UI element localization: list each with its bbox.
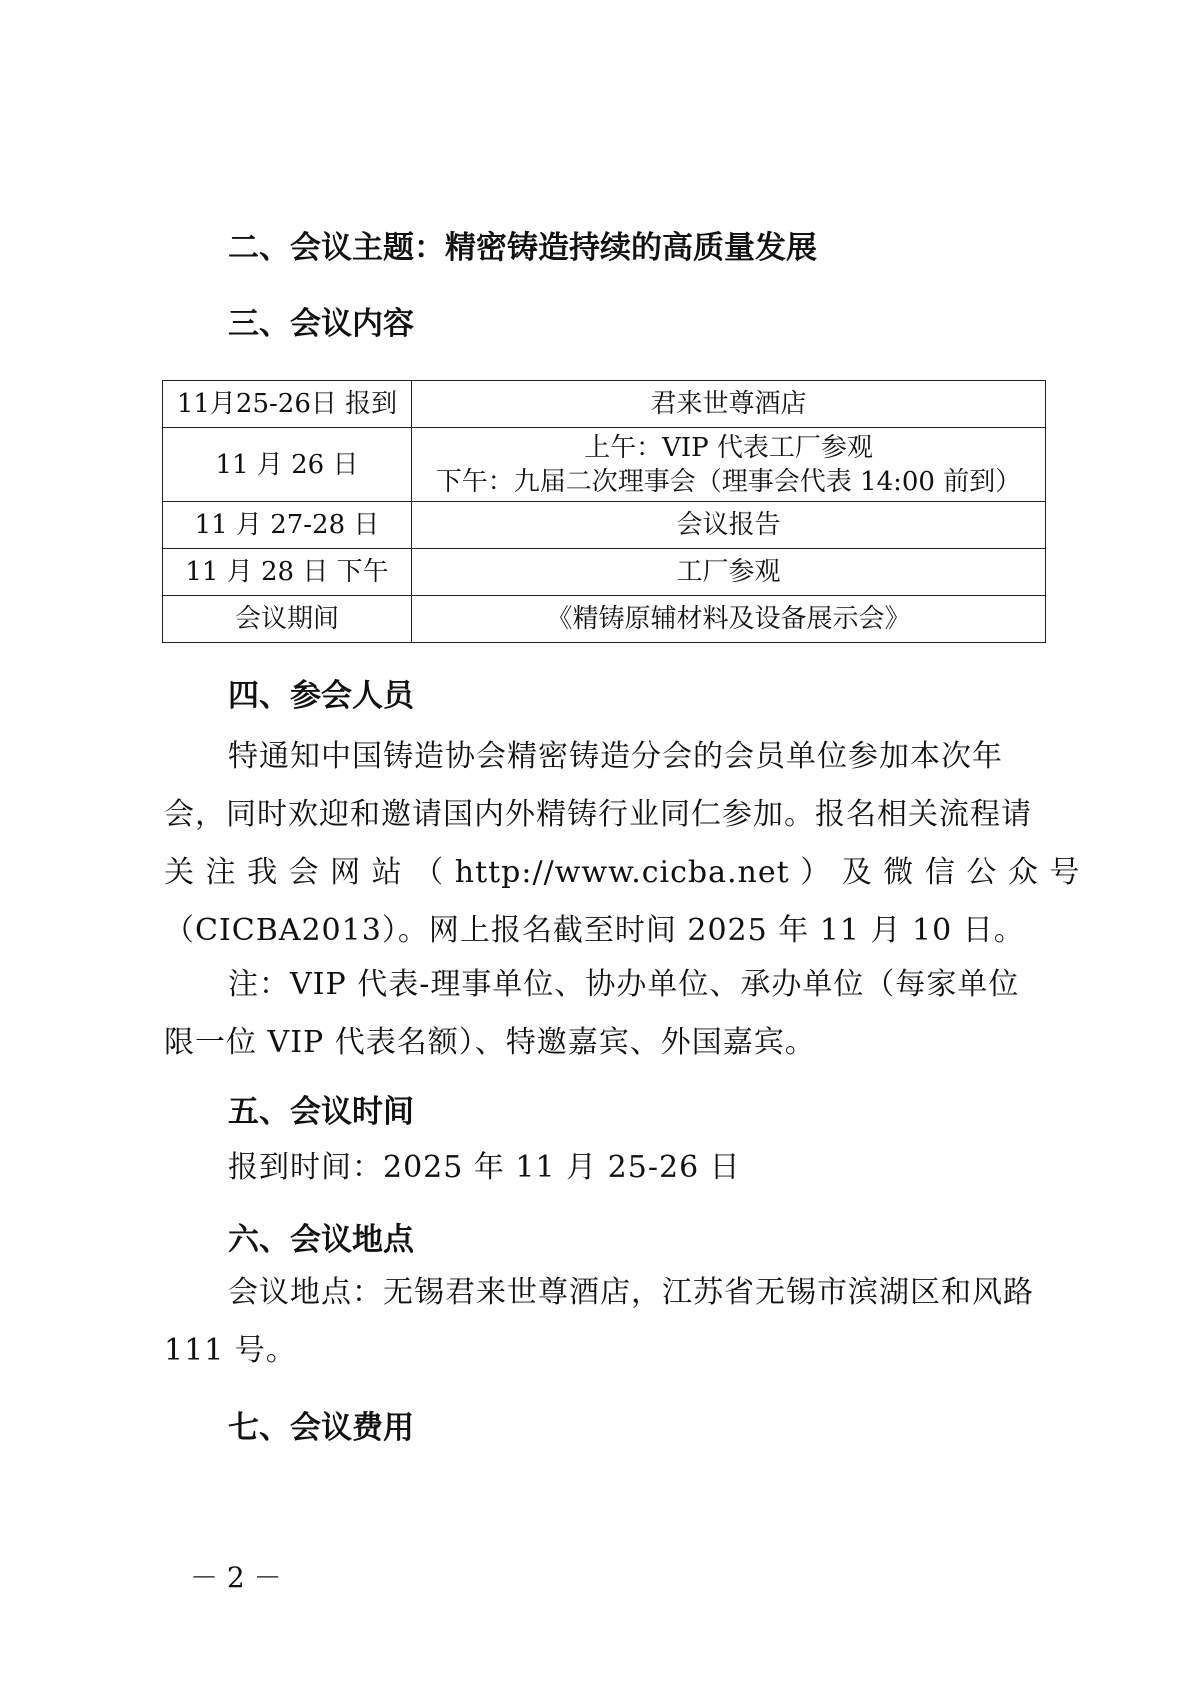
paragraph-line: 会，同时欢迎和邀请国内外精铸行业同仁参加。报名相关流程请	[164, 797, 1032, 832]
section-heading-time: 五、会议时间	[228, 1094, 414, 1130]
schedule-date-cell: 会议期间	[163, 596, 412, 643]
section-heading-venue: 六、会议地点	[228, 1222, 414, 1258]
registration-time-text: 报到时间：2025 年 11 月 25-26 日	[228, 1150, 741, 1185]
vip-note-paragraph	[164, 956, 1060, 1072]
paragraph-line: 注：VIP 代表-理事单位、协办单位、承办单位（每家单位	[228, 967, 1020, 1002]
table-row	[163, 596, 1046, 643]
schedule-content-text: 会议报告	[676, 510, 781, 540]
paragraph-line: 111 号。	[164, 1333, 297, 1368]
schedule-table	[162, 380, 1046, 643]
schedule-content-text: 工厂参观	[676, 557, 781, 587]
section-heading-content: 三、会议内容	[228, 306, 414, 342]
paragraph-line: （CICBA2013）。网上报名截至时间 2025 年 11 月 10 日。	[164, 913, 1025, 948]
schedule-content-cell	[412, 502, 1046, 549]
schedule-content-text: 上午：VIP 代表工厂参观	[584, 432, 873, 463]
page-number: － 2 －	[190, 1561, 282, 1594]
table-row	[163, 549, 1046, 596]
table-row	[163, 428, 1046, 502]
schedule-content-text: 《精铸原辅材料及设备展示会》	[546, 604, 911, 634]
schedule-content-cell	[412, 428, 1046, 502]
section-heading-fees: 七、会议费用	[228, 1410, 414, 1446]
paragraph-line: 限一位 VIP 代表名额）、特邀嘉宾、外国嘉宾。	[164, 1025, 816, 1060]
venue-paragraph	[164, 1264, 1060, 1380]
schedule-content-cell	[412, 381, 1046, 428]
table-row	[163, 502, 1046, 549]
section-heading-theme: 二、会议主题：精密铸造持续的高质量发展	[228, 230, 817, 266]
schedule-content-text: 君来世尊酒店	[650, 389, 807, 419]
paragraph-line: 关 注 我 会 网 站 （ http://www.cicba.net ） 及 微 信 公 众 号	[164, 855, 1081, 890]
attendees-paragraph	[164, 728, 1081, 960]
schedule-content-cell	[412, 549, 1046, 596]
paragraph-line: 会议地点：无锡君来世尊酒店，江苏省无锡市滨湖区和风路	[228, 1275, 1034, 1310]
schedule-date-cell: 11 月 27-28 日	[163, 502, 412, 549]
schedule-content-text: 下午：九届二次理事会（理事会代表 14:00 前到）	[435, 466, 1022, 497]
table-row	[163, 381, 1046, 428]
paragraph-line: 特通知中国铸造协会精密铸造分会的会员单位参加本次年	[228, 739, 1003, 774]
schedule-content-cell	[412, 596, 1046, 643]
section-heading-attendees: 四、参会人员	[228, 678, 414, 714]
schedule-date-cell: 11月25-26日 报到	[163, 381, 412, 428]
schedule-date-cell: 11 月 28 日 下午	[163, 549, 412, 596]
schedule-date-cell: 11 月 26 日	[163, 428, 412, 502]
